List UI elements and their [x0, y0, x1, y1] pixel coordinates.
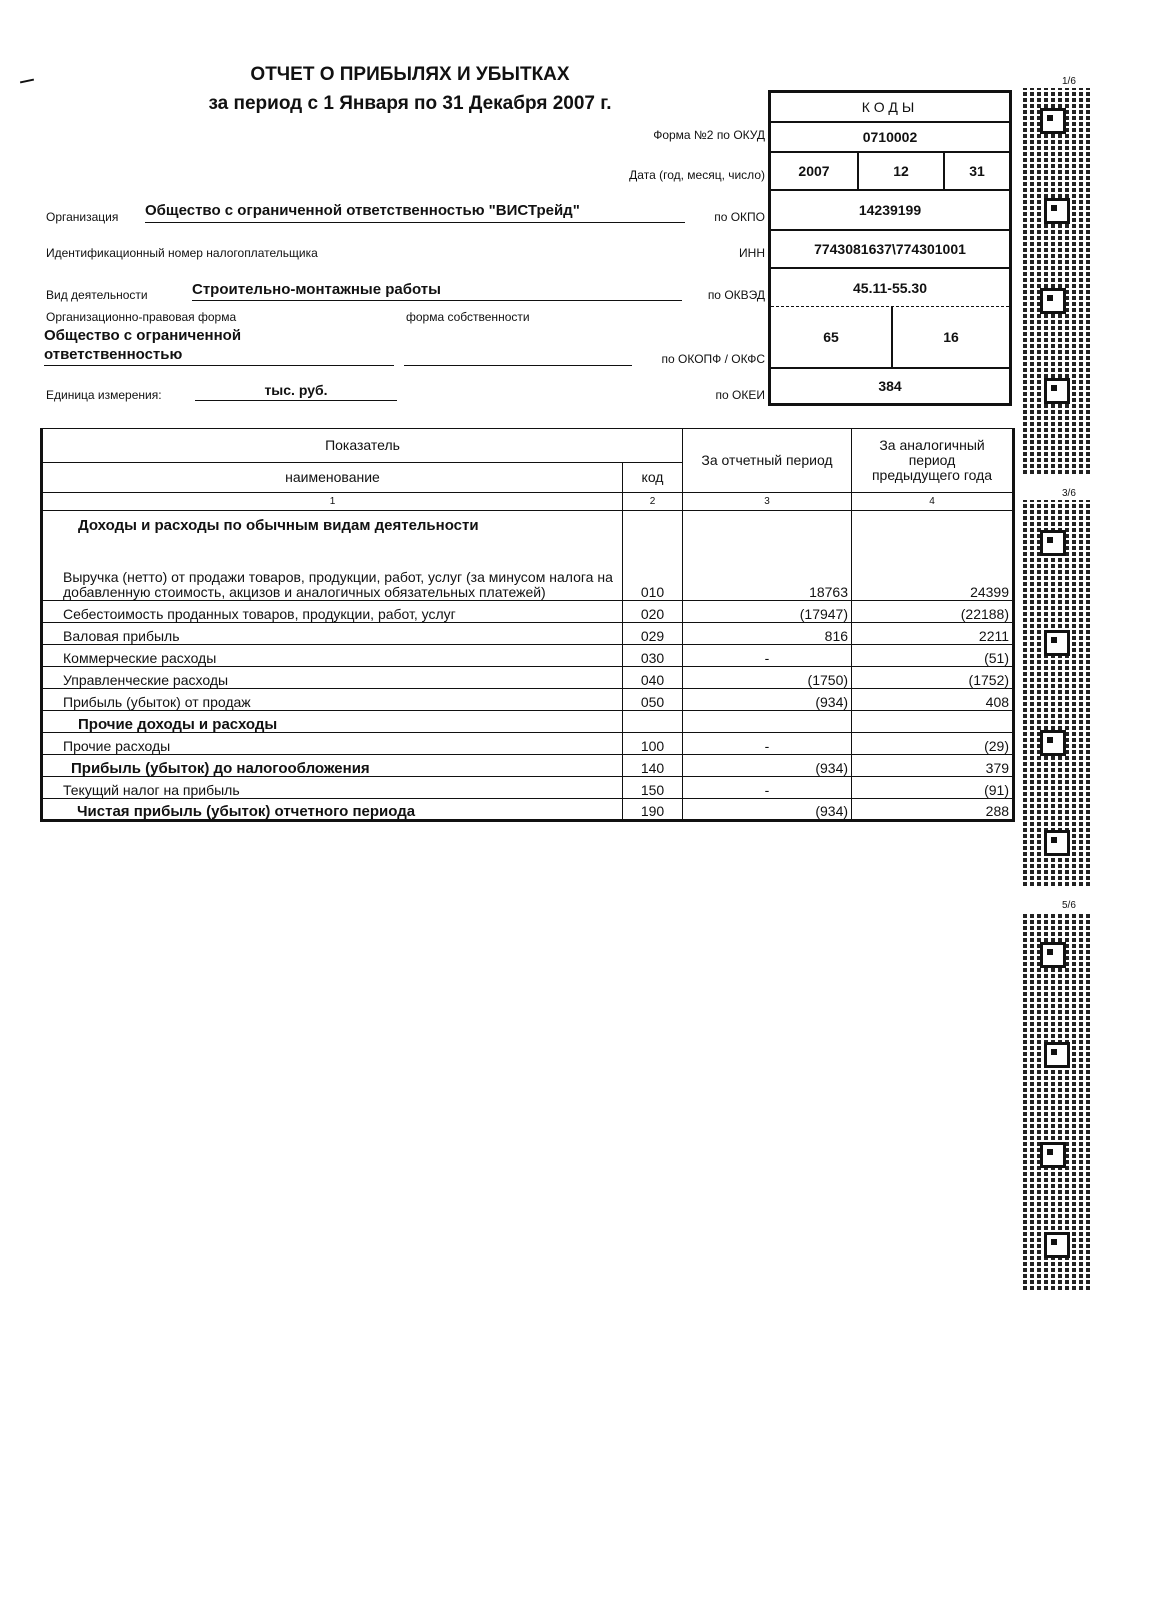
- row-040-name: Управленческие расходы: [42, 667, 623, 689]
- row-140-code: 140: [623, 755, 683, 777]
- okved-label: по ОКВЭД: [707, 288, 765, 302]
- barcode-finder-2b: [1044, 630, 1070, 656]
- report-period: за период с 1 Января по 31 Декабря 2007 г.: [208, 93, 612, 114]
- colnum-4: 4: [852, 493, 1014, 511]
- report-title: ОТЧЕТ О ПРИБЫЛЯХ И УБЫТКАХ: [250, 64, 570, 85]
- row-140-prev: 379: [852, 755, 1014, 777]
- barcode-strip-1: [1020, 88, 1092, 476]
- row-140-current: (934): [683, 755, 852, 777]
- barcode-finder-1a: [1040, 108, 1066, 134]
- barcode-finder-1b: [1044, 198, 1070, 224]
- code-date-row: [771, 153, 1009, 191]
- row-029-code: 029: [623, 623, 683, 645]
- code-okopf-row: [771, 307, 1009, 369]
- form-okud-label: Форма №2 по ОКУД: [653, 128, 765, 142]
- code-okpo: 14239199: [771, 191, 1009, 231]
- row-030-prev: (51): [852, 645, 1014, 667]
- row-020-name: Себестоимость проданных товаров, продукции, работ, услуг: [42, 601, 623, 623]
- inn-label: ИНН: [739, 246, 765, 260]
- date-label: Дата (год, месяц, число): [629, 168, 765, 182]
- header-prev: За аналогичный период предыдущего года: [852, 429, 1014, 493]
- legal-form-value-1: Общество с ограниченной: [44, 327, 242, 344]
- page-marker-3: 3/6: [1062, 488, 1076, 499]
- code-okei: 384: [878, 378, 902, 394]
- barcode-finder-3d: [1044, 1232, 1070, 1258]
- row-040-code: 040: [623, 667, 683, 689]
- okei-label: по ОКЕИ: [715, 388, 765, 402]
- barcode-strip-2: [1020, 500, 1092, 888]
- codes-header: КОДЫ: [771, 93, 1009, 123]
- code-month: 12: [859, 153, 945, 189]
- row-190-code: 190: [623, 799, 683, 821]
- row-100-current: -: [683, 733, 852, 755]
- ownership-label: форма собственности: [406, 310, 530, 324]
- barcode-finder-2d: [1044, 830, 1070, 856]
- income-statement-table: [40, 428, 1015, 822]
- code-okved: 45.11-55.30: [771, 269, 1009, 307]
- row-050-name: Прибыль (убыток) от продаж: [42, 689, 623, 711]
- barcode-finder-1c: [1040, 288, 1066, 314]
- code-okopf: 65: [771, 307, 893, 367]
- colnum-2: 2: [623, 493, 683, 511]
- row-140-name: Прибыль (убыток) до налогообложения: [42, 755, 623, 777]
- row-020-current: (17947): [683, 601, 852, 623]
- activity-label: Вид деятельности: [46, 288, 148, 302]
- colnum-1: 1: [42, 493, 623, 511]
- activity-value: Строительно-монтажные работы: [192, 281, 682, 301]
- row-190-name: Чистая прибыль (убыток) отчетного периода: [42, 799, 623, 821]
- organization-value: Общество с ограниченной ответственностью "ВИСТрейд": [145, 202, 685, 223]
- row-150-prev: (91): [852, 777, 1014, 799]
- section-ordinary: Доходы и расходы по обычным видам деятельности: [42, 511, 623, 533]
- barcode-strip-3: [1020, 912, 1092, 1292]
- legal-form-label: Организационно-правовая форма: [46, 310, 237, 324]
- page-marker-1: 1/6: [1062, 76, 1076, 87]
- page-marker-5: 5/6: [1062, 900, 1076, 911]
- row-030-current: -: [683, 645, 852, 667]
- okopf-label: по ОКОПФ / ОКФС: [661, 352, 765, 366]
- barcode-finder-3a: [1040, 942, 1066, 968]
- barcode-finder-1d: [1044, 378, 1070, 404]
- row-100-prev: (29): [852, 733, 1014, 755]
- row-029-current: 816: [683, 623, 852, 645]
- barcode-finder-2c: [1040, 730, 1066, 756]
- row-050-code: 050: [623, 689, 683, 711]
- inn-description-label: Идентификационный номер налогоплательщика: [46, 246, 318, 260]
- row-050-prev: 408: [852, 689, 1014, 711]
- code-inn: 7743081637\774301001: [771, 231, 1009, 269]
- row-190-current: (934): [683, 799, 852, 821]
- header-name: наименование: [42, 463, 623, 493]
- row-020-prev: (22188): [852, 601, 1014, 623]
- row-010-code: 010: [623, 533, 683, 601]
- row-040-current: (1750): [683, 667, 852, 689]
- colnum-3: 3: [683, 493, 852, 511]
- barcode-finder-3c: [1040, 1142, 1066, 1168]
- section-other: Прочие доходы и расходы: [42, 711, 623, 733]
- organization-label: Организация: [46, 210, 119, 224]
- row-050-current: (934): [683, 689, 852, 711]
- unit-value: тыс. руб.: [195, 382, 397, 401]
- barcode-finder-2a: [1040, 530, 1066, 556]
- code-day: 31: [969, 163, 985, 179]
- row-150-current: -: [683, 777, 852, 799]
- row-150-name: Текущий налог на прибыль: [42, 777, 623, 799]
- row-029-name: Валовая прибыль: [42, 623, 623, 645]
- code-okfs: 16: [943, 329, 959, 345]
- row-030-name: Коммерческие расходы: [42, 645, 623, 667]
- ownership-value-line: [404, 346, 632, 366]
- row-100-code: 100: [623, 733, 683, 755]
- row-190-prev: 288: [852, 799, 1014, 821]
- row-100-name: Прочие расходы: [42, 733, 623, 755]
- row-030-code: 030: [623, 645, 683, 667]
- row-040-prev: (1752): [852, 667, 1014, 689]
- row-150-code: 150: [623, 777, 683, 799]
- row-010-current: 18763: [683, 533, 852, 601]
- legal-form-value-2: ответственностью: [44, 346, 394, 366]
- row-010-name: Выручка (нетто) от продажи товаров, продукции, работ, услуг (за минусом налога на добавленную стоимость, акцизов и аналогичных обязательных платежей): [42, 533, 623, 601]
- code-year: 2007: [771, 153, 859, 189]
- header-code: код: [623, 463, 683, 493]
- header-current: За отчетный период: [683, 429, 852, 493]
- code-okud: 0710002: [771, 123, 1009, 153]
- row-029-prev: 2211: [852, 623, 1014, 645]
- header-indicator: Показатель: [42, 429, 683, 463]
- unit-label: Единица измерения:: [46, 388, 162, 402]
- barcode-finder-3b: [1044, 1042, 1070, 1068]
- row-020-code: 020: [623, 601, 683, 623]
- row-010-prev: 24399: [852, 533, 1014, 601]
- okpo-label: по ОКПО: [714, 210, 765, 224]
- codes-box: [768, 90, 1012, 406]
